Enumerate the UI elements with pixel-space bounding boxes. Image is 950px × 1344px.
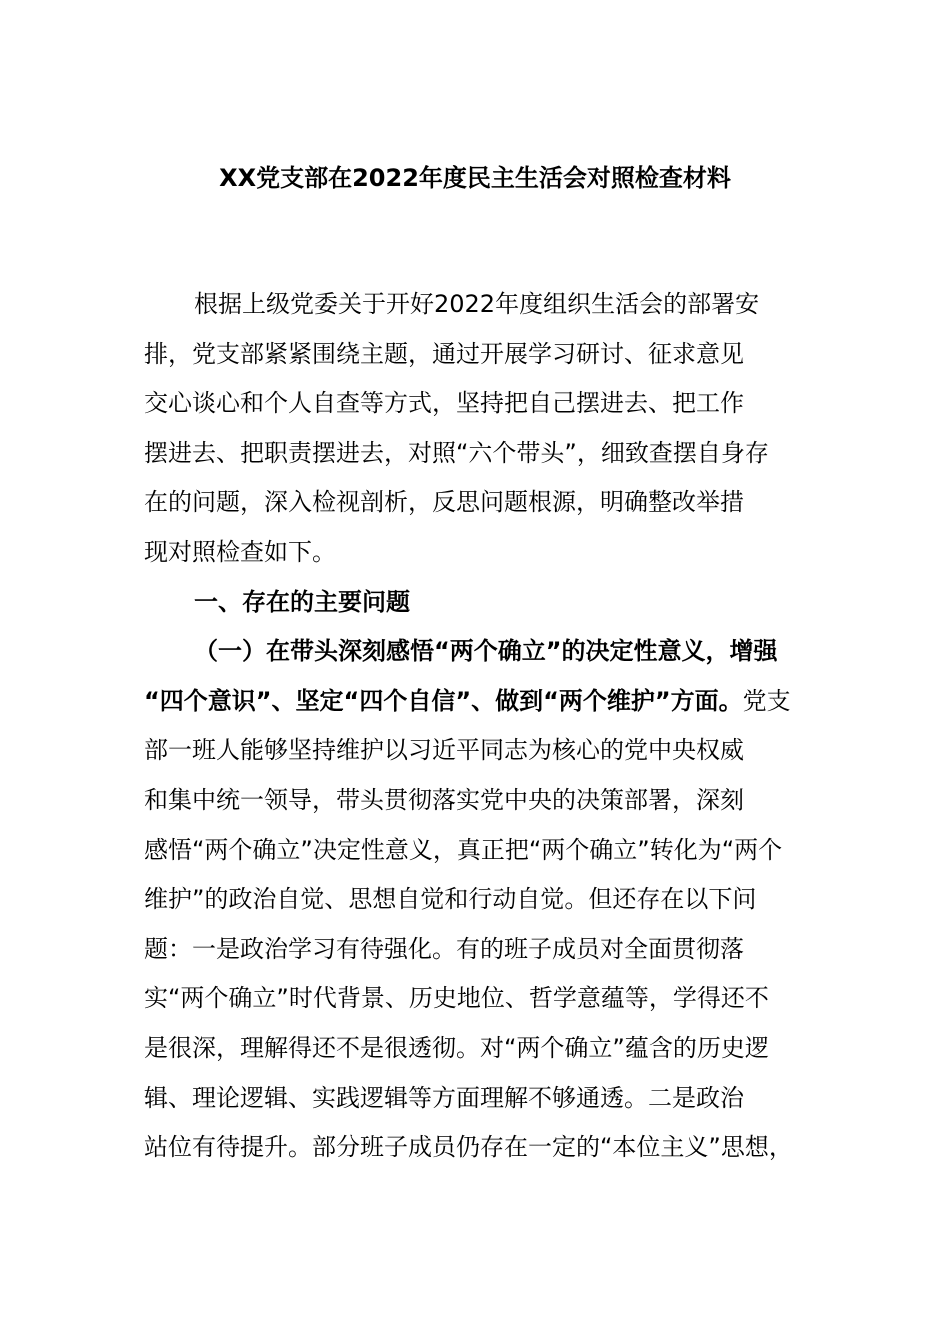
paragraph-line: 感悟“两个确立”决定性意义，真正把“两个确立”转化为“两个: [144, 835, 783, 864]
paragraph-line: 部一班人能够坚持维护以习近平同志为核心的党中央权威: [144, 736, 744, 765]
document-body: [144, 280, 806, 1173]
paragraph-line: 题：一是政治学习有待强化。有的班子成员对全面贯彻落: [144, 934, 744, 963]
paragraph-line: 和集中统一领导，带头贯彻落实党中央的决策部署，深刻: [144, 785, 744, 814]
paragraph-line: 排，党支部紧紧围绕主题，通过开展学习研讨、征求意见: [144, 339, 744, 368]
paragraph-line: 辑、理论逻辑、实践逻辑等方面理解不够通透。二是政治: [144, 1083, 744, 1112]
paragraph-line: 交心谈心和个人自查等方式，坚持把自己摆进去、把工作: [144, 389, 744, 418]
paragraph-line: 实“两个确立”时代背景、历史地位、哲学意蕴等，学得还不: [144, 984, 769, 1013]
subsection-text-start: 党支: [742, 686, 791, 715]
paragraph-line: 维护”的政治自觉、思想自觉和行动自觉。但还存在以下问: [144, 885, 757, 914]
paragraph-line: 摆进去、把职责摆进去，对照“六个带头”，细致查摆自身存: [144, 438, 769, 467]
section-heading: 一、存在的主要问题: [194, 587, 410, 616]
paragraph-line: 现对照检查如下。: [144, 537, 336, 566]
subsection-heading-bold: “四个意识”、坚定“四个自信”、做到“两个维护”方面。: [144, 686, 743, 715]
subsection-heading-line-2: [144, 677, 806, 727]
paragraph-line: 是很深，理解得还不是很透彻。对“两个确立”蕴含的历史逻: [144, 1033, 769, 1062]
paragraph-line: 站位有待提升。部分班子成员仍存在一定的“本位主义”思想，: [144, 1133, 793, 1162]
paragraph-line: 在的问题，深入检视剖析，反思问题根源，明确整改举措: [144, 488, 744, 517]
subsection-heading-line: （一）在带头深刻感悟“两个确立”的决定性意义，增强: [194, 637, 778, 666]
paragraph-line: 根据上级党委关于开好2022年度组织生活会的部署安: [194, 290, 760, 318]
document-title: XX党支部在2022年度民主生活会对照检查材料: [219, 164, 731, 192]
